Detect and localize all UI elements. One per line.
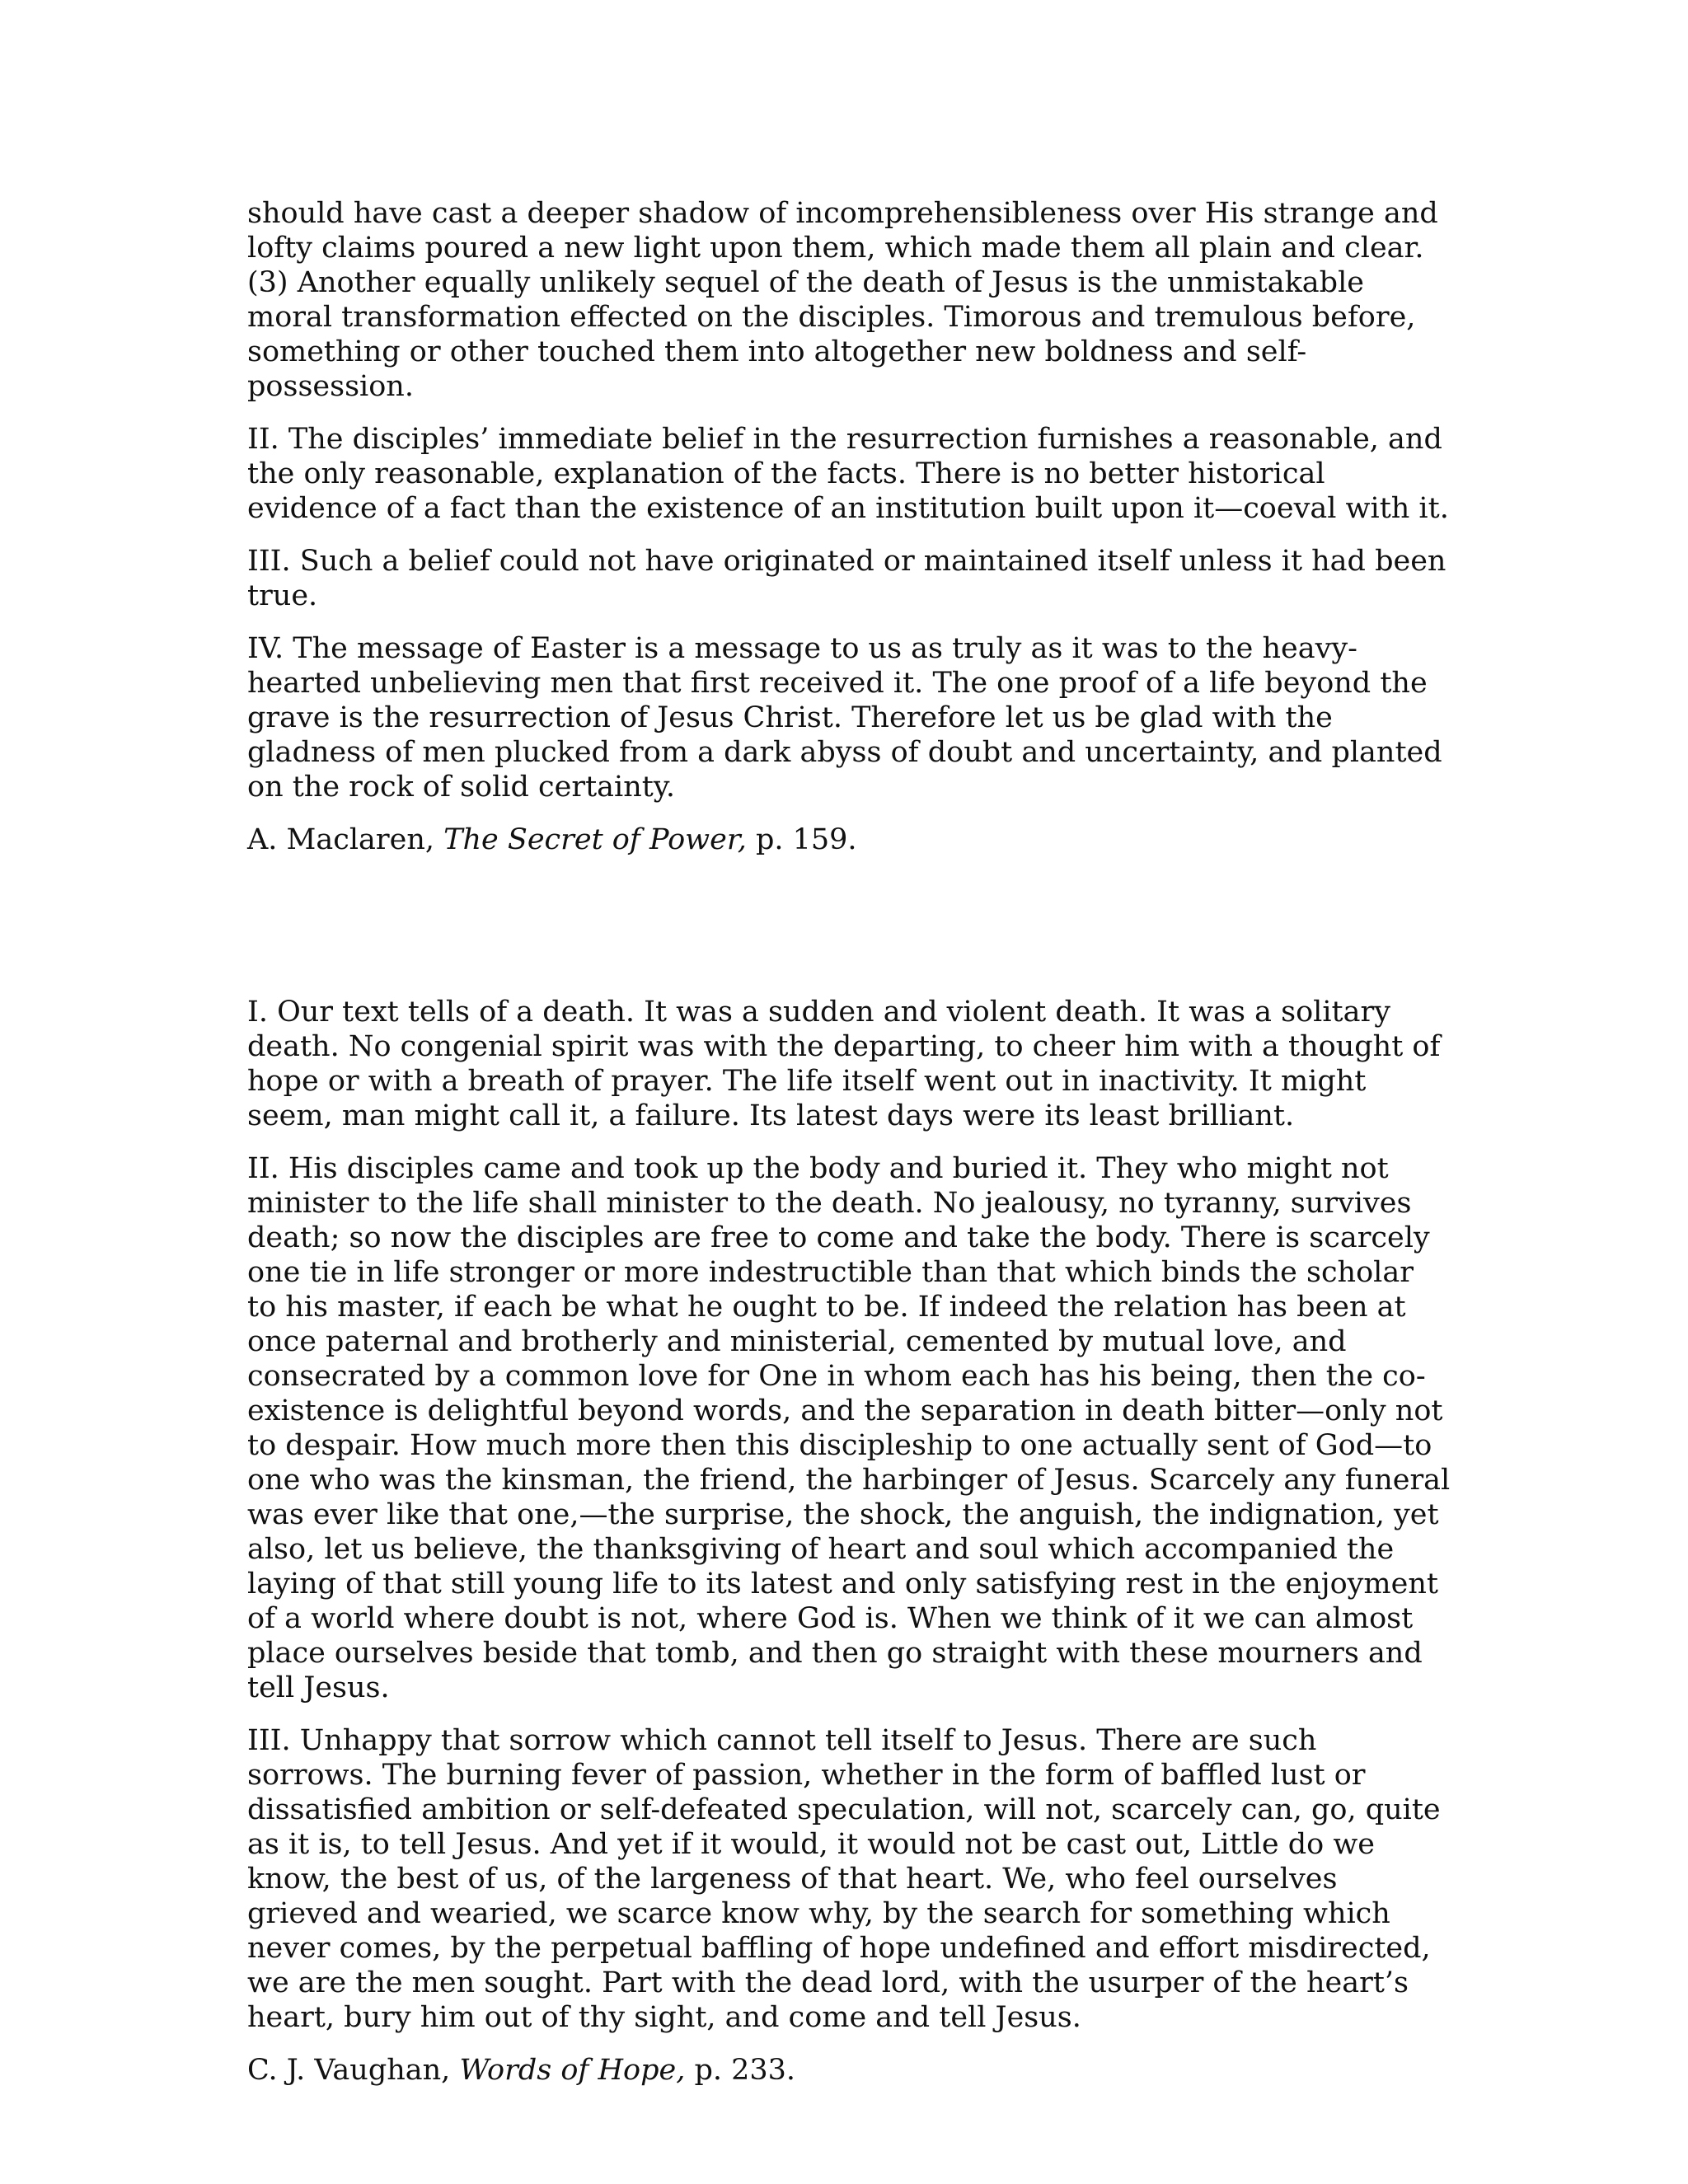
paragraph: IV. The message of Easter is a message to us as truly as it was to the heavy-hearted unbelieving men that first received it. The one proof of a life beyond the grave is the resurrection of Jesus Christ. Therefore let us be glad with the gladness of men plucked from a dark abyss of doubt and uncertainty, and planted on the rock of solid certainty. [247,632,1442,804]
citation-page: p. 233. [685,2054,796,2087]
citation-author: C. J. Vaughan, [247,2054,460,2087]
citation-author: A. Maclaren, [247,823,444,856]
citation-title: The Secret of Power, [443,823,747,856]
paragraph: should have cast a deeper shadow of incomprehensibleness over His strange and lofty claims poured a new light upon them, which made them all plain and clear. (3) Another equally unlikely sequel of the death of Jesus is the unmistakable moral transformation effected on the disciples. Timorous and tremulous before, something or other touched them into altogether new boldness and self-possession. [247,197,1438,403]
document-page [247,196,1451,2106]
citation-title: Words of Hope, [459,2054,686,2087]
section-spacer [247,875,1451,995]
citation [247,823,1451,857]
paragraph: III. Unhappy that sorrow which cannot tell itself to Jesus. There are such sorrows. The burning fever of passion, whether in the form of baffled lust or dissatisfied ambition or self-defeated speculation, will not, scarcely can, go, quite as it is, to tell Jesus. And yet if it would, it would not be cast out, Little do we know, the best of us, of the largeness of that heart. We, who feel ourselves grieved and wearied, we scarce know why, by the search for something which never comes, by the perpetual baffling of hope undefined and effort misdirected, we are the men sought. Part with the dead lord, with the usurper of the heart’s heart, bury him out of thy sight, and come and tell Jesus. [247,1724,1441,2034]
paragraph: II. The disciples’ immediate belief in the resurrection furnishes a reasonable, and the only reasonable, explanation of the facts. There is no better historical evidence of a fact than the existence of an institution built upon it—coeval with it. [247,423,1449,525]
paragraph: II. His disciples came and took up the body and buried it. They who might not minister to the life shall minister to the death. No jealousy, no tyranny, survives death; so now the disciples are free to come and take the body. There is scarcely one tie in life stronger or more indestructible than that which binds the scholar to his master, if each be what he ought to be. If indeed the relation has been at once paternal and brotherly and ministerial, cemented by mutual love, and consecrated by a common love for One in whom each has his being, then the co-existence is delightful beyond words, and the separation in death bitter—only not to despair. How much more then this discipleship to one actually sent of God—to one who was the kinsman, the friend, the harbinger of Jesus. Scarcely any funeral was ever like that one,—the surprise, the shock, the anguish, the indignation, yet also, let us believe, the thanksgiving of heart and soul which accompanied the laying of that still young life to its latest and only satisfying rest in the enjoyment of a world where doubt is not, where God is. When we think of it we can almost place ourselves beside that tomb, and then go straight with these mourners and tell Jesus. [247,1152,1451,1704]
paragraph: I. Our text tells of a death. It was a sudden and violent death. It was a solitary death. No congenial spirit was with the departing, to cheer him with a thought of hope or with a breath of prayer. The life itself went out in inactivity. It might seem, man might call it, a failure. Its latest days were its least brilliant. [247,996,1441,1132]
section-vaughan [247,995,1451,2088]
section-maclaren [247,196,1451,857]
citation-page: p. 159. [746,823,857,856]
citation [247,2053,1451,2088]
paragraph: III. Such a belief could not have originated or maintained itself unless it had been true. [247,545,1447,612]
